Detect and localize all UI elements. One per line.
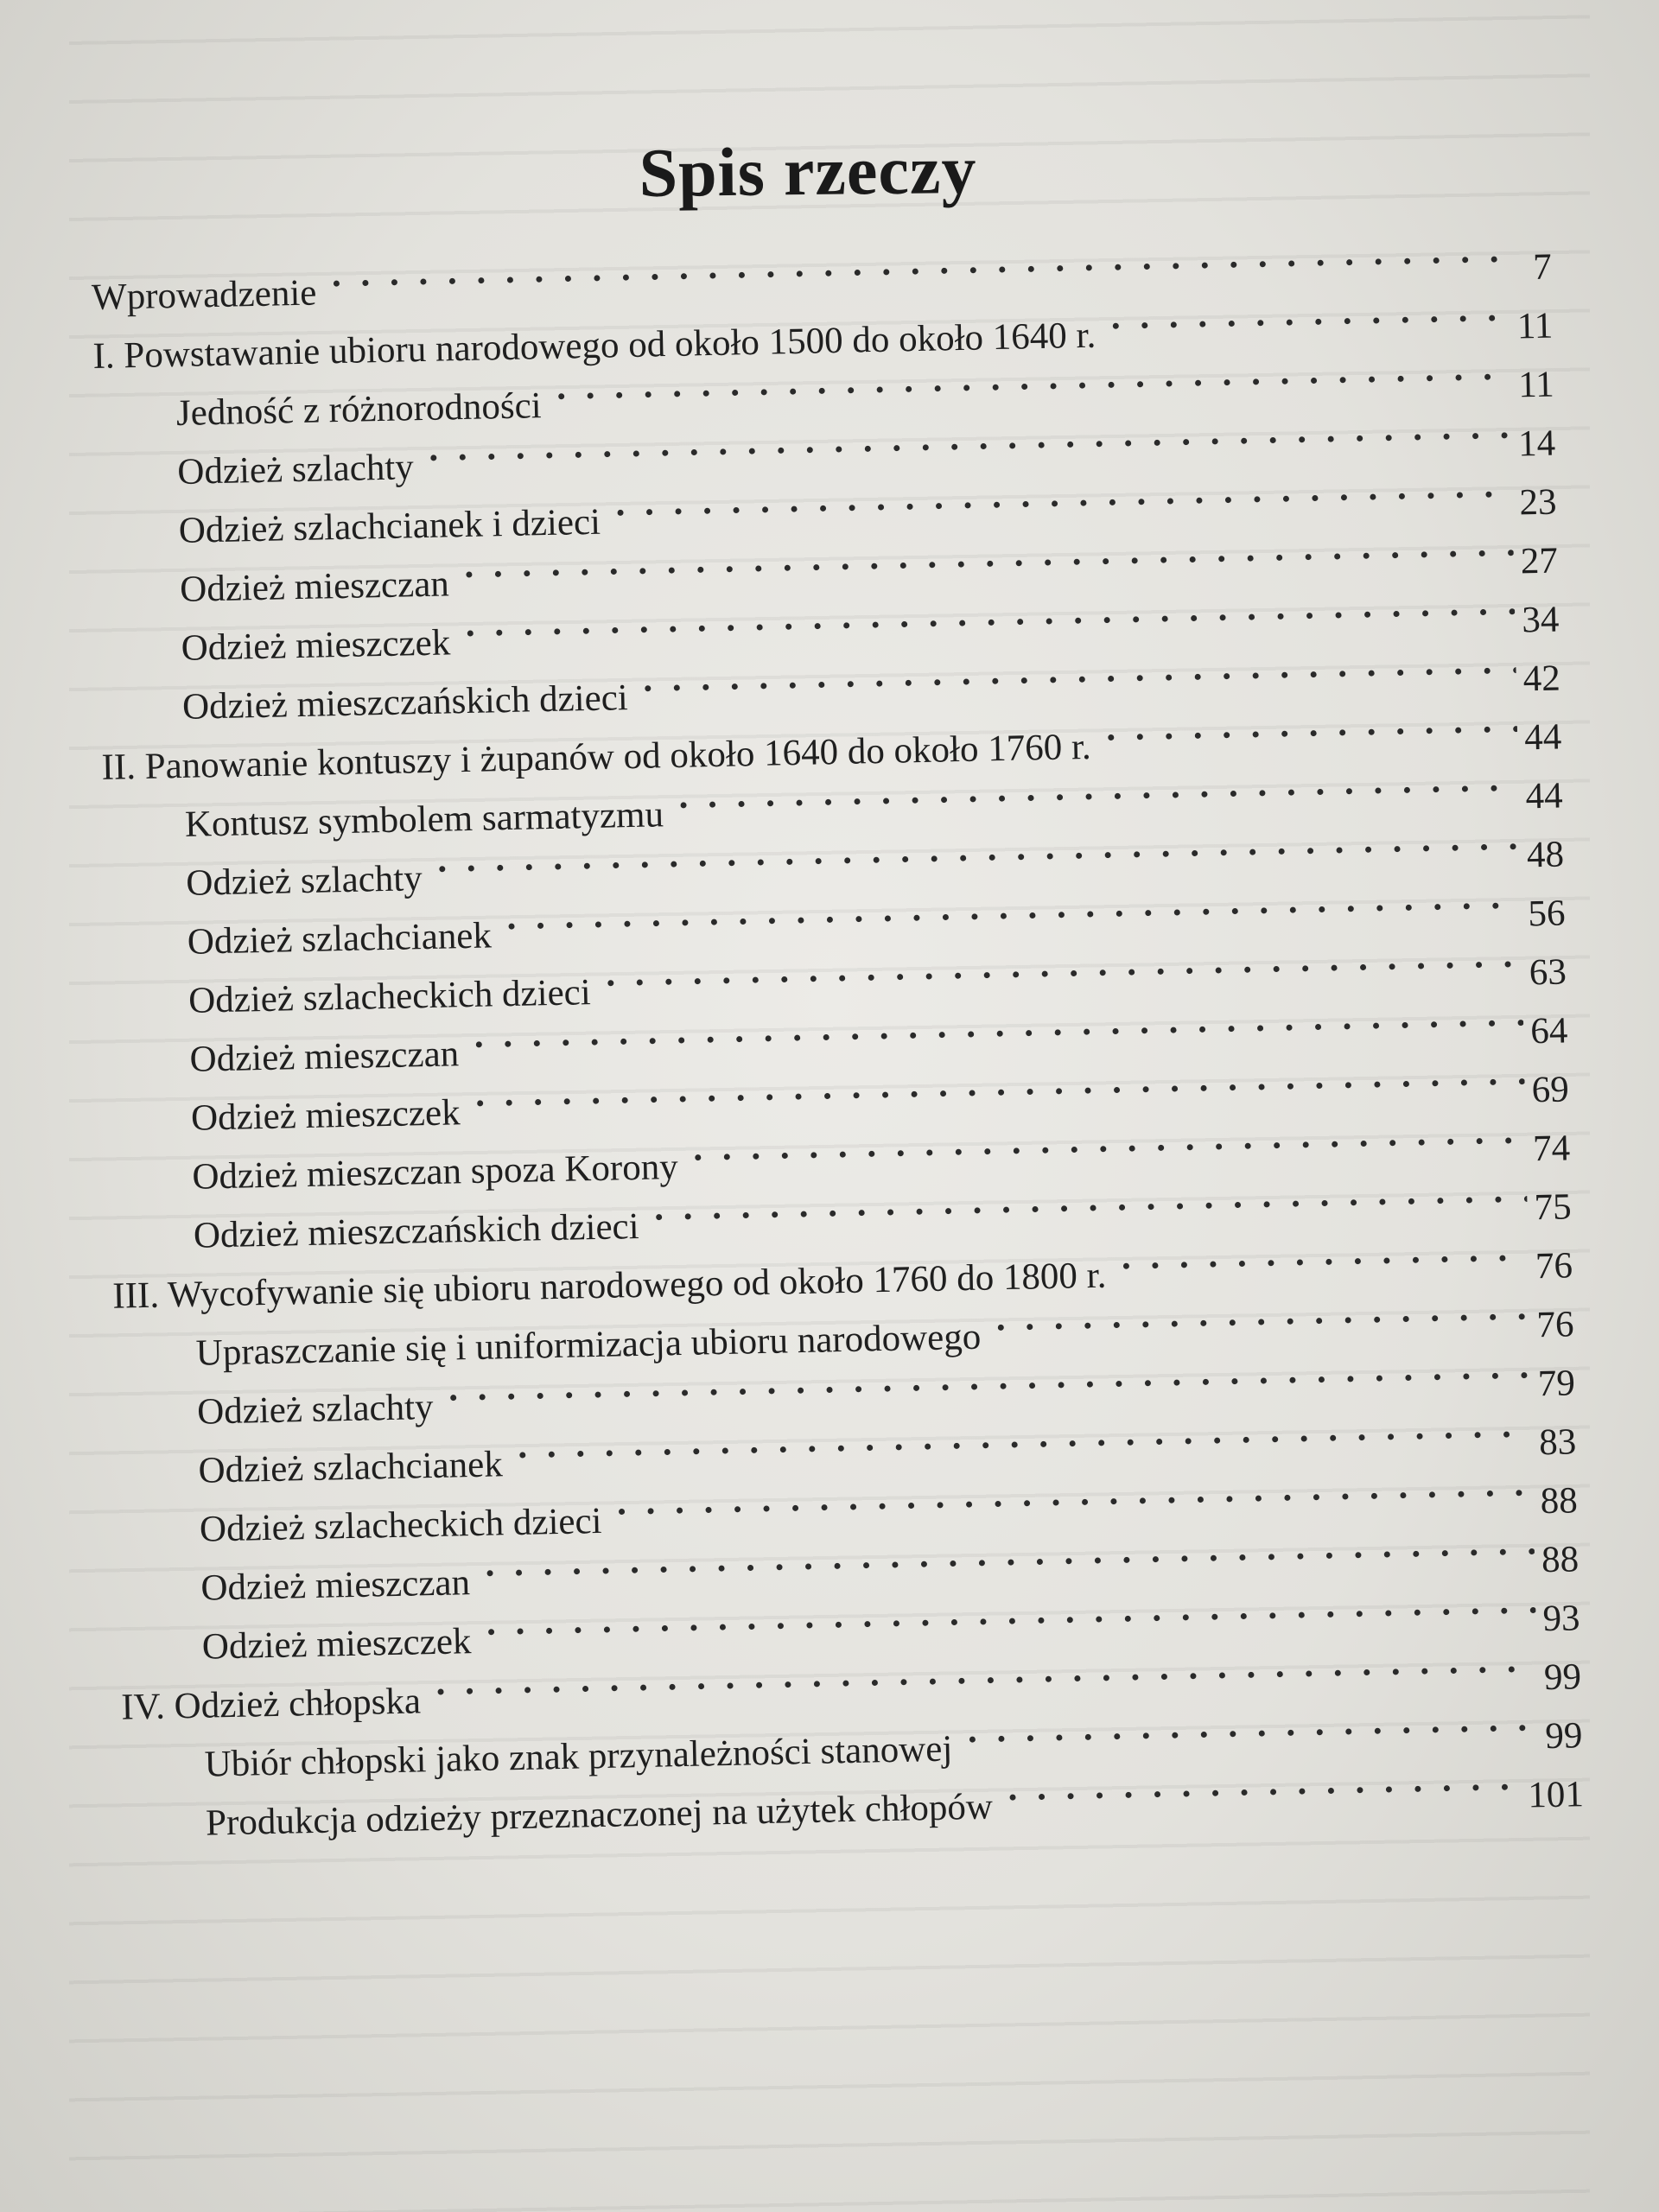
toc-page-number: 88 [1540,1480,1579,1522]
toc-entry-title: Odzież szlachty [196,1386,435,1433]
toc-entry-title: Odzież szlacheckich dzieci [188,972,592,1021]
toc-page-number: 14 [1517,423,1556,465]
toc-page-number: 44 [1523,716,1562,759]
toc-page-number: 76 [1535,1304,1574,1346]
toc-entry-title: Odzież mieszczan [189,1033,460,1080]
toc-entry-title: II. Panowanie kontuszy i żupanów od około 1640 do około 1760 r. [101,726,1092,788]
toc-page-number: 74 [1532,1128,1571,1170]
toc-entry-title: Odzież szlachcianek [198,1444,504,1491]
toc-entry-title: Odzież szlachty [185,858,423,904]
toc-page-number: 11 [1517,364,1555,406]
toc-entry-title: Kontusz symbolem sarmatyzmu [184,794,664,845]
toc-page-number: 76 [1535,1245,1573,1287]
toc-entry-title: Odzież mieszczek [181,622,451,669]
toc-page-number: 23 [1518,481,1557,524]
toc-entry-title: Odzież szlachcianek [187,915,493,963]
dot-leader [1105,691,1517,759]
dot-leader [995,1278,1530,1348]
toc-entry-title: III. Wycofywanie się ubioru narodowego od około 1760 do 1800 r. [111,1255,1107,1317]
toc-page-number: 27 [1520,540,1559,582]
toc-entry-title: Ubiór chłopski jako znak przynależności stanowej [204,1728,953,1785]
toc-page-number: 34 [1521,599,1560,641]
toc-entry-title: Odzież mieszczek [201,1621,472,1668]
toc-entry-title: Produkcja odzieży przeznaczonej na użytek chłopów [205,1786,994,1844]
toc-page-number: 42 [1522,658,1561,700]
toc-page-number: 63 [1529,951,1567,994]
toc-entry-title: Odzież szlachcianek i dzieci [178,501,601,551]
toc-entry-title: Odzież mieszczan [200,1562,471,1609]
toc-page-number: 99 [1543,1656,1582,1699]
toc-page-number: 64 [1529,1010,1568,1052]
toc-page-number: 69 [1531,1069,1570,1111]
toc-entry-title: Odzież mieszczańskich dzieci [193,1205,640,1256]
toc-page-number: 88 [1541,1539,1580,1581]
toc-page-number: 83 [1538,1421,1577,1464]
toc-page-number: 44 [1525,775,1564,817]
toc-entry-title: Odzież mieszczan [179,563,450,610]
toc-page-number: 75 [1534,1186,1573,1229]
toc-page-number: 79 [1537,1363,1576,1405]
toc-entry-title: Odzież szlachty [176,447,415,493]
page-title: Spis rzeczy [639,131,977,212]
toc-page-number: 99 [1544,1715,1583,1758]
toc-page-number: 48 [1526,834,1565,876]
toc-page-number: 7 [1532,246,1553,289]
dot-leader [1110,280,1510,347]
toc-entry-title: Odzież szlacheckich dzieci [199,1500,602,1550]
toc-entry-title: I. Powstawanie ubioru narodowego od około 1500 do około 1640 r. [92,315,1096,377]
toc-entry-title: Odzież mieszczańskich dzieci [181,677,629,728]
toc-page-number: 11 [1516,305,1554,347]
toc-entry-title: Wprowadzenie [91,272,317,318]
toc-page-number: 101 [1527,1774,1585,1816]
toc-entry-title: Jedność z różnorodności [175,385,543,434]
toc-entry-title: IV. Odzież chłopska [120,1681,422,1728]
toc-entry-title: Odzież mieszczan spoza Korony [191,1147,679,1198]
toc-entry-title: Upraszczanie się i uniformizacja ubioru narodowego [195,1316,982,1374]
toc-entry-title: Odzież mieszczek [190,1092,461,1139]
table-of-contents [91,220,1585,1844]
toc-page-number: 56 [1527,893,1566,935]
dot-leader [1007,1749,1522,1818]
dot-leader [1121,1219,1529,1287]
toc-page-number: 93 [1542,1598,1581,1640]
